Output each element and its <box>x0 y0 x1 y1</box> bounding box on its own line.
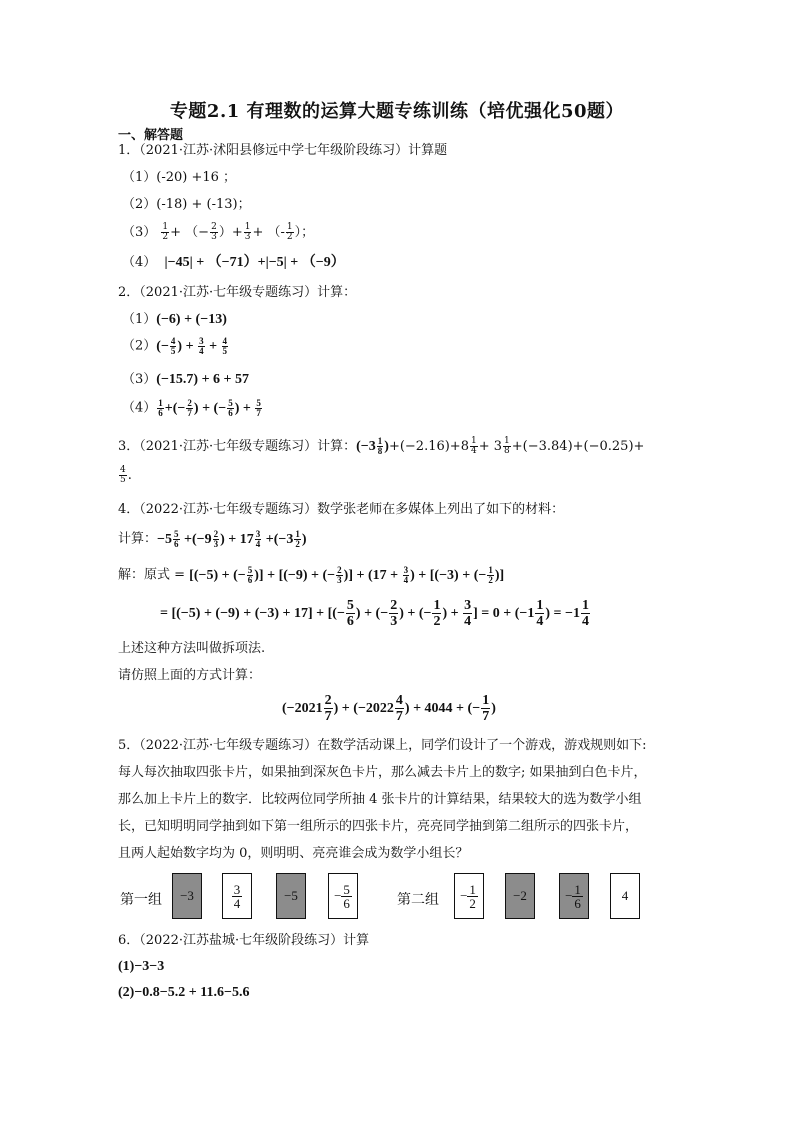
section-heading: 一、解答题 <box>118 128 184 143</box>
q2-part2: （2）(− $\frac{4}{5}$ ) + $\frac{3}{4}$ + $\frac{4}{5}$ <box>122 336 228 356</box>
group1-label: 第一组 <box>120 892 162 908</box>
q3-stem: 3．（2021·江苏·七年级专题练习）计算：(−3 $\frac{1}{8}$ )+(−2.16)+8 $\frac{1}{4}$ + 3 $\frac{1}{8}$ +(−3.84)+(−0.25)+ <box>118 436 645 457</box>
q2-part1: （1）(−6) + (−13) <box>122 312 227 327</box>
q4-solution-line2: = [(−5) + (−9) + (−3) + 17] + [(− $\frac{5}{6}$ ) + (− $\frac{2}{3}$ ) + (− $\frac{1}{2}$ ) + $\frac{3}{4}$ ] = 0 + (−1 $\frac{1}{4}$ ) = −1 $\frac{1}{4}$ <box>160 598 590 629</box>
card-g1-3: −5 <box>276 873 306 919</box>
q6-part1: (1)−3−3 <box>118 959 165 974</box>
page-title: 专题2.1 有理数的运算大题专练训练（培优强化50题） <box>169 101 625 122</box>
card-g2-2: −2 <box>505 873 535 919</box>
q6-stem: 6．（2022·江苏盐城·七年级阶段练习）计算 <box>118 933 370 948</box>
q1-stem: 1．（2021·江苏·沭阳县修远中学七年级阶段练习）计算题 <box>118 143 448 158</box>
q6-part2: (2)−0.8−5.2 + 11.6−5.6 <box>118 985 250 1000</box>
q5-stem: 5．（2022·江苏·七年级专题练习）在数学活动课上，同学们设计了一个游戏，游戏规则如下: <box>118 738 647 753</box>
card-g2-4: 4 <box>610 873 640 919</box>
q1-part4: （4） |−45| + （−71）+|−5| + （−9） <box>122 255 345 270</box>
card-g1-1: −3 <box>172 873 202 919</box>
q2-part4: （4） $\frac{1}{6}$ +(− $\frac{2}{7}$ ) + (− $\frac{5}{6}$ ) + $\frac{5}{7}$ <box>122 398 261 418</box>
card-g2-1: − 1 2 <box>454 873 484 919</box>
q4-note2: 请仿照上面的方式计算： <box>118 668 262 683</box>
q1-part1: （1）(-20) +16 ； <box>122 170 237 185</box>
q4-stem: 4．（2022·江苏·七年级专题练习）数学张老师在多媒体上列出了如下的材料： <box>118 502 565 517</box>
card-g2-3: − 1 6 <box>559 873 589 919</box>
q4-solution-line1: 解：原式 = [(−5) + (− $\frac{5}{6}$ )] + [(−9) + (− $\frac{2}{3}$ )] + (17 + $\frac{3}{4}$ ) + [(−3) + (− $\frac{1}{2}$ )] <box>118 565 505 585</box>
q5-text-5: 且两人起始数字均为 0，则明明、亮亮谁会成为数学小组长？ <box>118 846 469 861</box>
q2-part3: （3）(−15.7) + 6 + 57 <box>122 372 250 387</box>
q2-stem: 2．（2021·江苏·七年级专题练习）计算： <box>118 285 357 300</box>
q5-text-3: 那么加上卡片上的数字．比较两位同学所抽 4 张卡片的计算结果，结果较大的选为数学小组 <box>118 792 642 807</box>
q5-text-4: 长，已知明明同学抽到如下第一组所示的四张卡片，亮亮同学抽到第二组所示的四张卡片， <box>118 819 639 834</box>
card-groups <box>118 873 678 923</box>
group2-label: 第二组 <box>397 892 439 908</box>
card-g1-2: 3 4 <box>222 873 252 919</box>
card-g1-4: − 5 6 <box>328 873 358 919</box>
q5-text-2: 每人每次抽取四张卡片，如果抽到深灰色卡片，那么减去卡片上的数字; 如果抽到白色卡片， <box>118 765 647 780</box>
q4-exercise: (−2021 $\frac{2}{7}$ ) + (−2022 $\frac{4}{7}$ ) + 4044 + (− $\frac{1}{7}$ ) <box>282 693 496 724</box>
q4-calc: 计算：−5 $\frac{5}{6}$ +(−9 $\frac{2}{3}$ ) + 17 $\frac{3}{4}$ +(−3 $\frac{1}{2}$ ) <box>118 529 307 549</box>
q1-part2: （2）(-18) + (-13)； <box>122 197 251 212</box>
q4-note1: 上述这种方法叫做拆项法. <box>118 641 266 656</box>
q3-last-term: $\frac{4}{5}$ . <box>120 465 132 485</box>
q1-part3: （3） $\frac{1}{2}$ + （− $\frac{2}{3}$ ）+ $\frac{1}{3}$ + （- $\frac{1}{2}$ ）； <box>122 222 315 242</box>
